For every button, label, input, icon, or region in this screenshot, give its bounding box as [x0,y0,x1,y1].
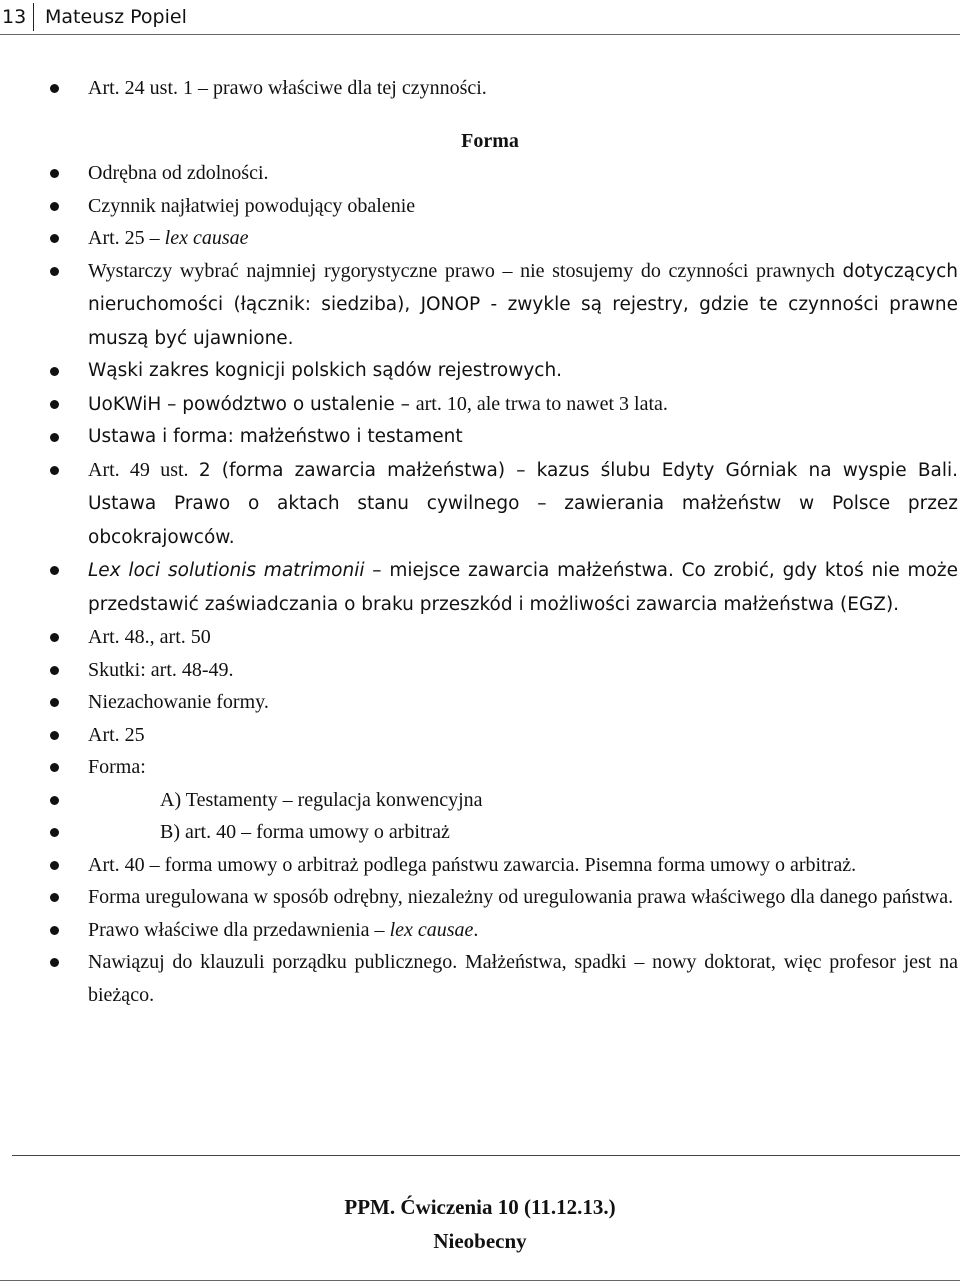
next-section-title [0,1190,960,1258]
list-item: UoKWiH – powództwo o ustalenie – art. 10, ale trwa to nawet 3 lata. [0,388,960,422]
bullet-icon [50,566,59,575]
page-number: 13 [2,6,27,28]
bullet-icon [50,926,59,935]
list-item: Forma uregulowana w sposób odrębny, niezależny od uregulowania prawa właściwego dla danego państwa. [0,881,960,914]
list-item: Ustawa i forma: małżeństwo i testament [0,421,960,454]
bullet-icon [50,433,59,442]
bullet-icon [50,400,59,409]
list-item: Prawo właściwe dla przedawnienia – lex causae. [0,914,960,947]
bullet-icon [50,698,59,707]
list-item: Wąski zakres kognicji polskich sądów rejestrowych. [0,355,960,388]
header-divider [33,3,34,31]
list-item: Art. 24 ust. 1 – prawo właściwe dla tej czynności. [0,72,960,105]
list-item: Niezachowanie formy. [0,686,960,719]
bullet-icon [50,367,59,376]
bullet-icon [50,84,59,93]
bullet-icon [50,267,59,276]
bullet-icon [50,169,59,178]
bullet-icon [50,828,59,837]
page-header [0,0,960,36]
bullet-icon [50,202,59,211]
list-item: Lex loci solutionis matrimonii – miejsce zawarcia małżeństwa. Co zrobić, gdy ktoś nie może przedstawić zaświadczania o braku przeszkód i możliwości zawarcia małżeństwa (EGZ). [0,554,960,621]
list-item: Forma: [0,751,960,784]
author-name: Mateusz Popiel [45,6,187,28]
header-rule [0,34,960,35]
bullet-icon [50,796,59,805]
bullet-icon [50,763,59,772]
bullet-icon [50,731,59,740]
bullet-icon [50,234,59,243]
list-item: Wystarczy wybrać najmniej rygorystyczne prawo – nie stosujemy do czynności prawnych dotyczących nieruchomości (łącznik: siedziba), JONOP - zwykle są rejestry, gdzie te czynności prawne muszą być ujawnione. [0,255,960,356]
list-item: Nawiązuj do klauzuli porządku publicznego. Małżeństwa, spadki – nowy doktorat, więc profesor jest na bieżąco. [0,946,960,1011]
bottom-rule [0,1280,960,1281]
list-item: A) Testamenty – regulacja konwencyjna [0,784,960,817]
list-item: Art. 40 – forma umowy o arbitraż podlega państwu zawarcia. Pisemna forma umowy o arbitraż. [0,849,960,882]
bullet-icon [50,633,59,642]
notes-body [0,72,960,1011]
bullet-icon [50,958,59,967]
bullet-icon [50,893,59,902]
section-heading: Forma [461,129,519,152]
list-item: B) art. 40 – forma umowy o arbitraż [0,816,960,849]
list-item: Czynnik najłatwiej powodujący obalenie [0,190,960,223]
bullet-icon [50,666,59,675]
footer-title: PPM. Ćwiczenia 10 (11.12.13.) [344,1195,616,1219]
list-item: Odrębna od zdolności. [0,157,960,190]
list-item: Art. 25 – lex causae [0,222,960,255]
bullet-icon [50,466,59,475]
footer-subtitle: Nieobecny [433,1229,527,1253]
bullet-icon [50,861,59,870]
list-item: Art. 25 [0,719,960,752]
list-item: Skutki: art. 48-49. [0,654,960,687]
list-item: Art. 48., art. 50 [0,621,960,654]
section-divider [12,1155,960,1156]
list-item: Art. 49 ust. 2 (forma zawarcia małżeństwa) – kazus ślubu Edyty Górniak na wyspie Bali. Ustawa Prawo o aktach stanu cywilnego – zawierania małżeństw w Polsce przez obcokrajowców. [0,454,960,555]
